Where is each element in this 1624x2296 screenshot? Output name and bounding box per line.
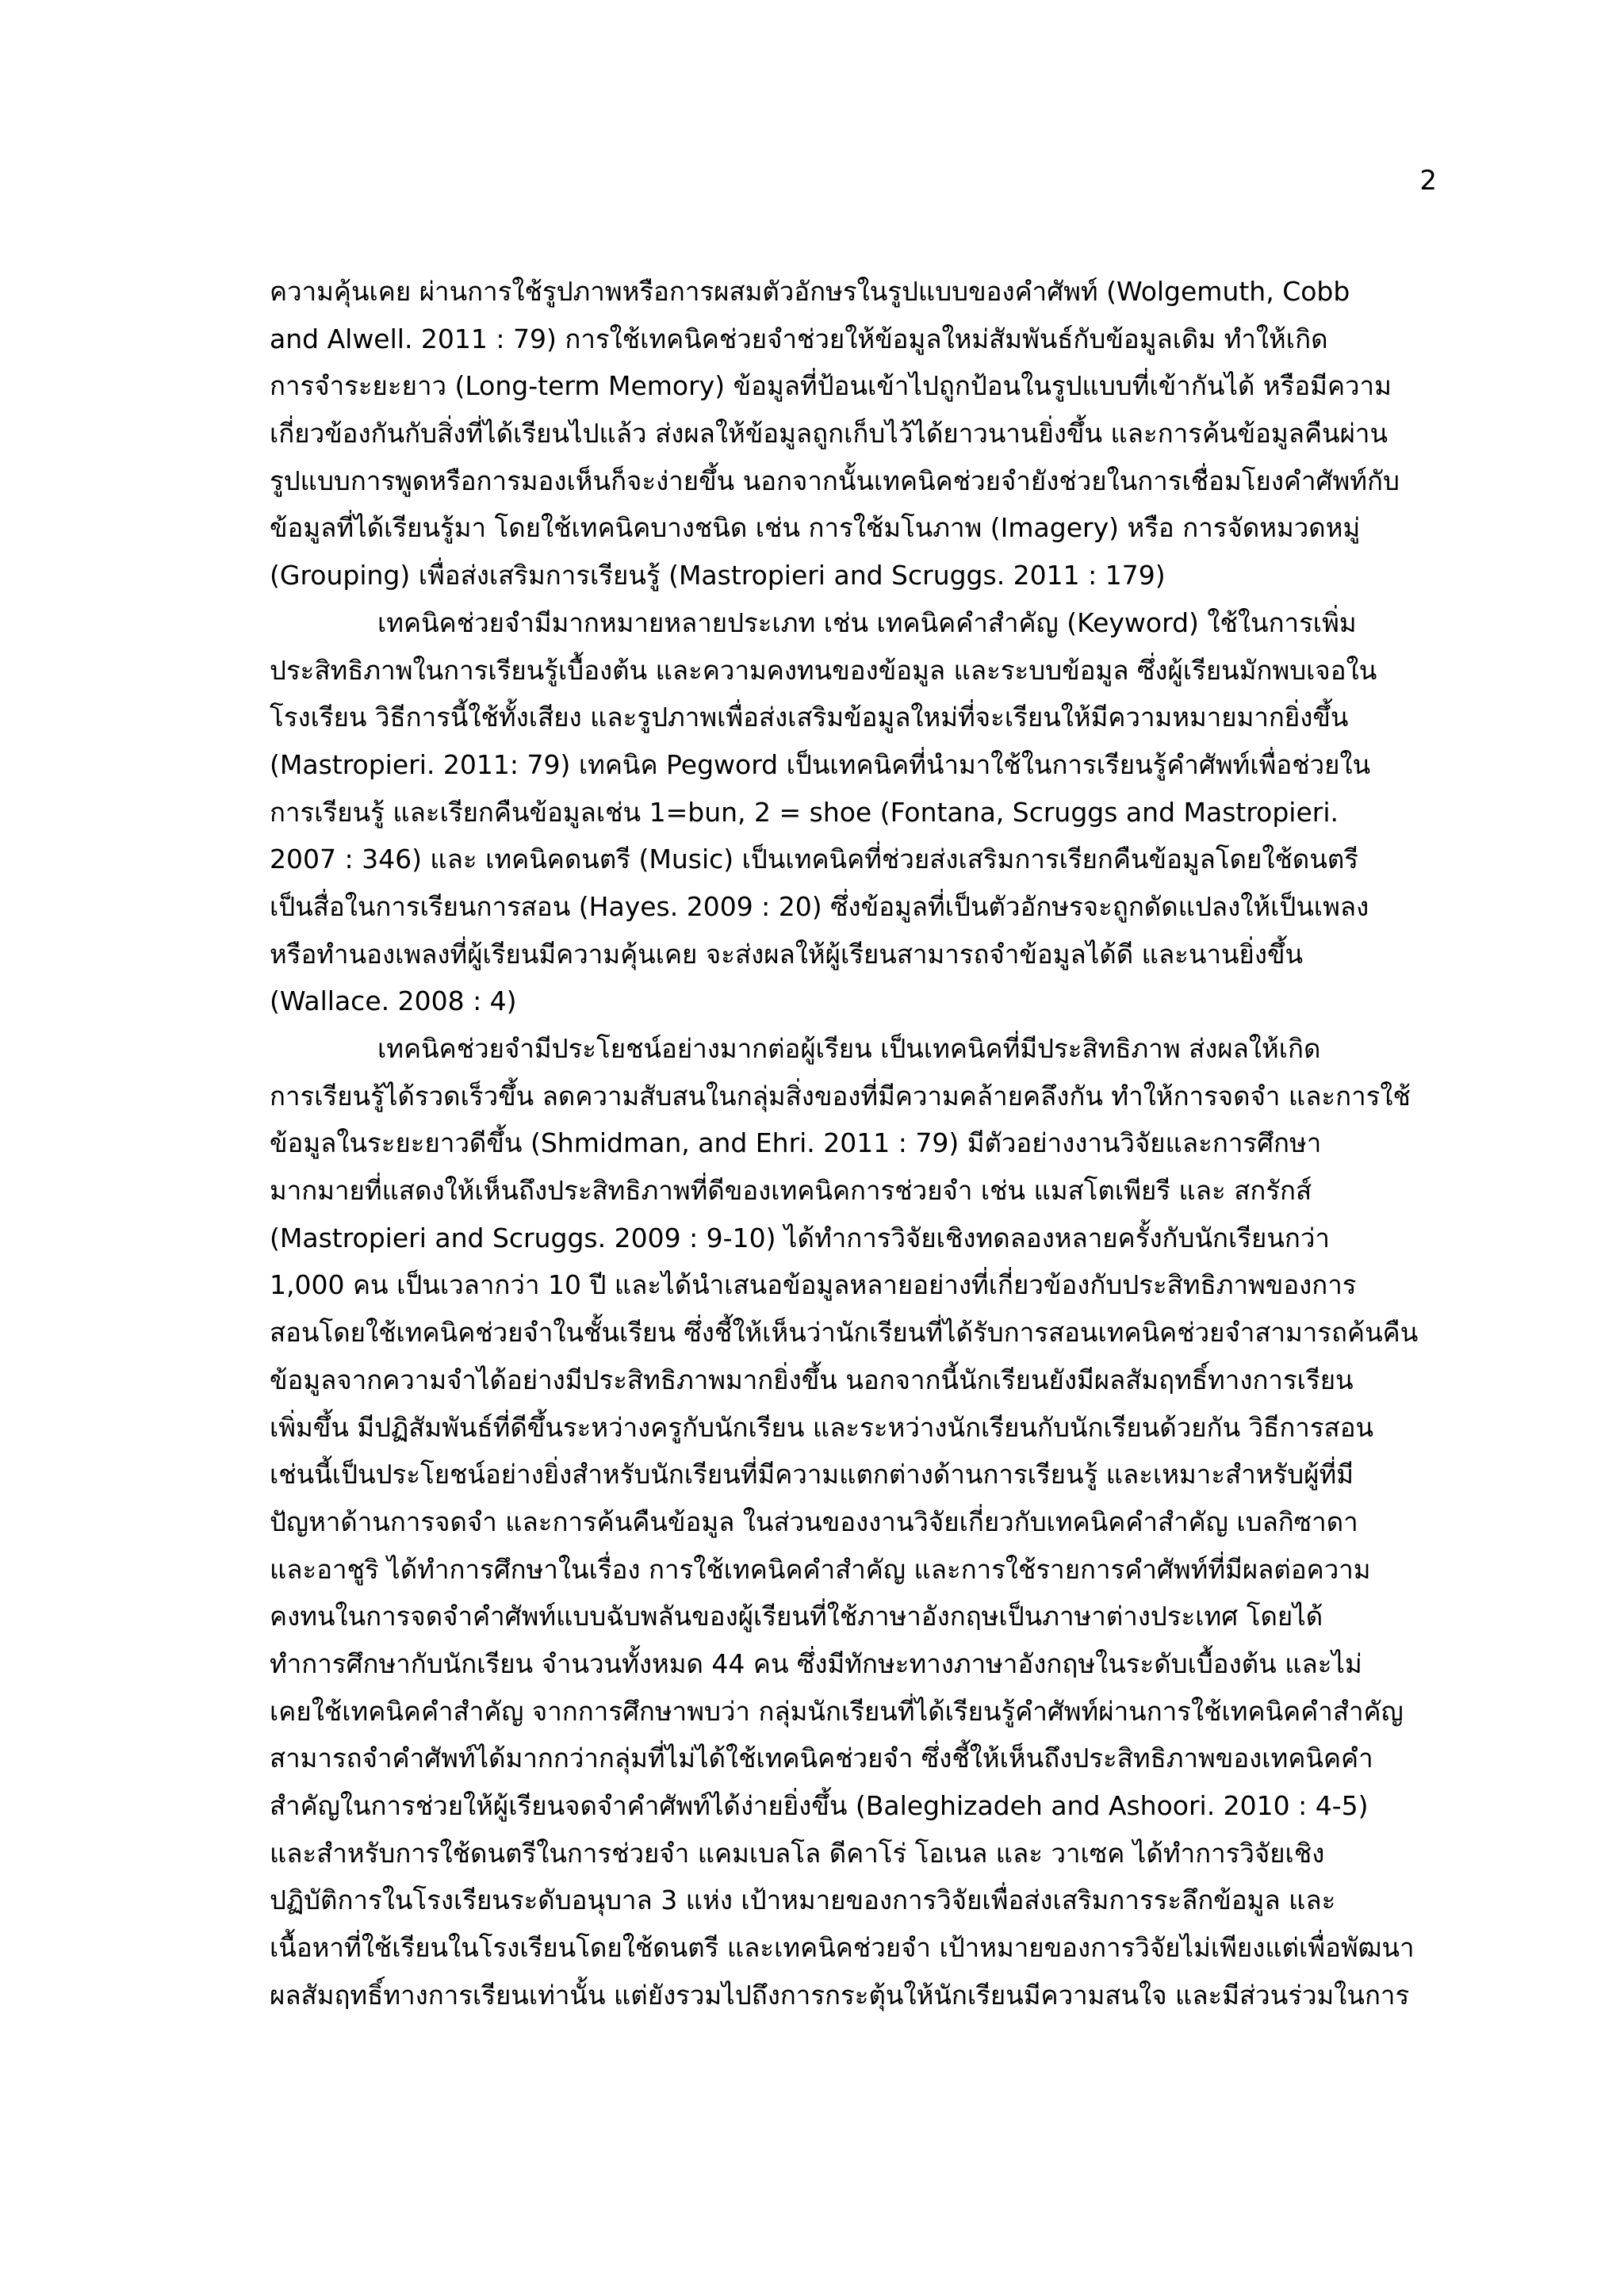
text-line: มากมายที่แสดงให้เห็นถึงประสิทธิภาพที่ดีของเทคนิคการช่วยจำ เช่น แมสโตเพียรี และ สกรักส์	[270, 1175, 1312, 1207]
text-line: โรงเรียน วิธีการนี้ใช้ทั้งเสียง และรูปภาพเพื่อส่งเสริมข้อมูลใหม่ที่จะเรียนให้มีความหมายมากยิ่งขึ้น	[270, 702, 1349, 733]
text-line: ประสิทธิภาพในการเรียนรู้เบื้องต้น และความคงทนของข้อมูล และระบบข้อมูล ซึ่งผู้เรียนมักพบเจอใน	[270, 654, 1377, 686]
page-number: 2	[1419, 165, 1437, 197]
text-line: หรือทำนองเพลงที่ผู้เรียนมีความคุ้นเคย จะส่งผลให้ผู้เรียนสามารถจำข้อมูลได้ดี และนานยิ่งขึ้น	[270, 938, 1304, 970]
text-line: สามารถจำคำศัพท์ได้มากกว่ากลุ่มที่ไม่ได้ใช้เทคนิคช่วยจำ ซึ่งชี้ให้เห็นถึงประสิทธิภาพของเทคนิคคำ	[270, 1743, 1373, 1774]
paragraph-first-line: เทคนิคช่วยจำมีมากหมายหลายประเภท เช่น เทคนิคคำสำคัญ (Keyword) ใช้ในการเพิ่ม	[377, 607, 1357, 638]
text-line: ทำการศึกษากับนักเรียน จำนวนทั้งหมด 44 คน ซึ่งมีทักษะทางภาษาอังกฤษในระดับเบื้องต้น และไม่	[270, 1647, 1362, 1679]
text-line: 1,000 คน เป็นเวลากว่า 10 ปี และได้นำเสนอข้อมูลหลายอย่างที่เกี่ยวข้องกับประสิทธิภาพของการ	[270, 1269, 1357, 1301]
text-line: เกี่ยวข้องกันกับสิ่งที่ได้เรียนไปแล้ว ส่งผลให้ข้อมูลถูกเก็บไว้ได้ยาวนานยิ่งขึ้น และการค้นข้อมูลคืนผ่าน	[270, 418, 1388, 450]
body-text	[270, 268, 1421, 2019]
text-line: รูปแบบการพูดหรือการมองเห็นก็จะง่ายขึ้น นอกจากนั้นเทคนิคช่วยจำยังช่วยในการเชื่อมโยงคำศัพท์กับ	[270, 465, 1400, 496]
text-line: 2007 : 346) และ เทคนิคดนตรี (Music) เป็นเทคนิคที่ช่วยส่งเสริมการเรียกคืนข้อมูลโดยใช้ดนตรี	[270, 844, 1359, 875]
text-line: สอนโดยใช้เทคนิคช่วยจำในชั้นเรียน ซึ่งชี้ให้เห็นว่านักเรียนที่ได้รับการสอนเทคนิคช่วยจำสามารถค้นคืน	[270, 1317, 1419, 1349]
text-line: ผลสัมฤทธิ์ทางการเรียนเท่านั้น แต่ยังรวมไปถึงการกระตุ้นให้นักเรียนมีความสนใจ และมีส่วนร่วมในการ	[270, 1979, 1410, 2011]
text-line: and Alwell. 2011 : 79) การใช้เทคนิคช่วยจำช่วยให้ข้อมูลใหม่สัมพันธ์กับข้อมูลเดิม ทำให้เกิด	[270, 323, 1328, 354]
text-line: ปัญหาด้านการจดจำ และการค้นคืนข้อมูล ในส่วนของงานวิจัยเกี่ยวกับเทคนิคคำสำคัญ เบลกิซาดา	[270, 1506, 1358, 1537]
text-line: ข้อมูลที่ได้เรียนรู้มา โดยใช้เทคนิคบางชนิด เช่น การใช้มโนภาพ (Imagery) หรือ การจัดหมวดหมู่	[270, 512, 1361, 544]
text-line: เนื้อหาที่ใช้เรียนในโรงเรียนโดยใช้ดนตรี และเทคนิคช่วยจำ เป้าหมายของการวิจัยไม่เพียงแต่เพื่อพัฒนา	[270, 1932, 1415, 1964]
text-line: (Grouping) เพื่อส่งเสริมการเรียนรู้ (Mastropieri and Scruggs. 2011 : 179)	[270, 560, 1166, 591]
text-line: ปฏิบัติการในโรงเรียนระดับอนุบาล 3 แห่ง เป้าหมายของการวิจัยเพื่อส่งเสริมการระลึกข้อมูล และ	[270, 1885, 1336, 1916]
text-line: ข้อมูลในระยะยาวดีขึ้น (Shmidman, and Ehri. 2011 : 79) มีตัวอย่างงานวิจัยและการศึกษา	[270, 1127, 1322, 1159]
text-line: และอาชูริ ได้ทำการศึกษาในเรื่อง การใช้เทคนิคคำสำคัญ และการใช้รายการคำศัพท์ที่มีผลต่อความ	[270, 1553, 1371, 1585]
text-line: (Mastropieri and Scruggs. 2009 : 9-10) ได้ทำการวิจัยเชิงทดลองหลายครั้งกับนักเรียนกว่า	[270, 1222, 1330, 1253]
text-line: เป็นสื่อในการเรียนการสอน (Hayes. 2009 : 20) ซึ่งข้อมูลที่เป็นตัวอักษรจะถูกดัดแปลงให้เป็นเพลง	[270, 890, 1369, 922]
text-line: เพิ่มขึ้น มีปฏิสัมพันธ์ที่ดีขึ้นระหว่างครูกับนักเรียน และระหว่างนักเรียนกับนักเรียนด้วยกัน วิธีการสอน	[270, 1411, 1374, 1443]
text-line: เคยใช้เทคนิคคำสำคัญ จากการศึกษาพบว่า กลุ่มนักเรียนที่ได้เรียนรู้คำศัพท์ผ่านการใช้เทคนิคคำสำคัญ	[270, 1695, 1404, 1727]
text-line: และสำหรับการใช้ดนตรีในการช่วยจำ แคมเบลโล ดีคาโร่ โอเนล และ วาเซค ได้ทำการวิจัยเชิง	[270, 1837, 1325, 1869]
text-line: ข้อมูลจากความจำได้อย่างมีประสิทธิภาพมากยิ่งขึ้น นอกจากนี้นักเรียนยังมีผลสัมฤทธิ์ทางการเรียน	[270, 1364, 1354, 1395]
text-line: (Wallace. 2008 : 4)	[270, 985, 517, 1017]
text-line: เช่นนี้เป็นประโยชน์อย่างยิ่งสำหรับนักเรียนที่มีความแตกต่างด้านการเรียนรู้ และเหมาะสำหรับผู้ที่มี	[270, 1459, 1354, 1490]
text-line: การเรียนรู้ได้รวดเร็วขึ้น ลดความสับสนในกลุ่มสิ่งของที่มีความคล้ายคลึงกัน ทำให้การจดจำ และการใช้	[270, 1080, 1411, 1112]
text-line: (Mastropieri. 2011: 79) เทคนิค Pegword เป็นเทคนิคที่นำมาใช้ในการเรียนรู้คำศัพท์เพื่อช่วยใน	[270, 748, 1371, 780]
text-line: สำคัญในการช่วยให้ผู้เรียนจดจำคำศัพท์ได้ง่ายยิ่งขึ้น (Baleghizadeh and Ashoori. 2010 : 4-5)	[270, 1790, 1369, 1821]
text-line: การจำระยะยาว (Long-term Memory) ข้อมูลที่ป้อนเข้าไปถูกป้อนในรูปแบบที่เข้ากันได้ หรือมีความ	[270, 370, 1392, 402]
paragraph-first-line: เทคนิคช่วยจำมีประโยชน์อย่างมากต่อผู้เรียน เป็นเทคนิคที่มีประสิทธิภาพ ส่งผลให้เกิด	[377, 1033, 1321, 1064]
text-line: การเรียนรู้ และเรียกคืนข้อมูลเช่น 1=bun, 2 = shoe (Fontana, Scruggs and Mastropieri.	[270, 796, 1339, 828]
text-line: ความคุ้นเคย ผ่านการใช้รูปภาพหรือการผสมตัวอักษรในรูปแบบของคำศัพท์ (Wolgemuth, Cobb	[270, 276, 1350, 307]
text-line: คงทนในการจดจำคำศัพท์แบบฉับพลันของผู้เรียนที่ใช้ภาษาอังกฤษเป็นภาษาต่างประเทศ โดยได้	[270, 1601, 1323, 1632]
